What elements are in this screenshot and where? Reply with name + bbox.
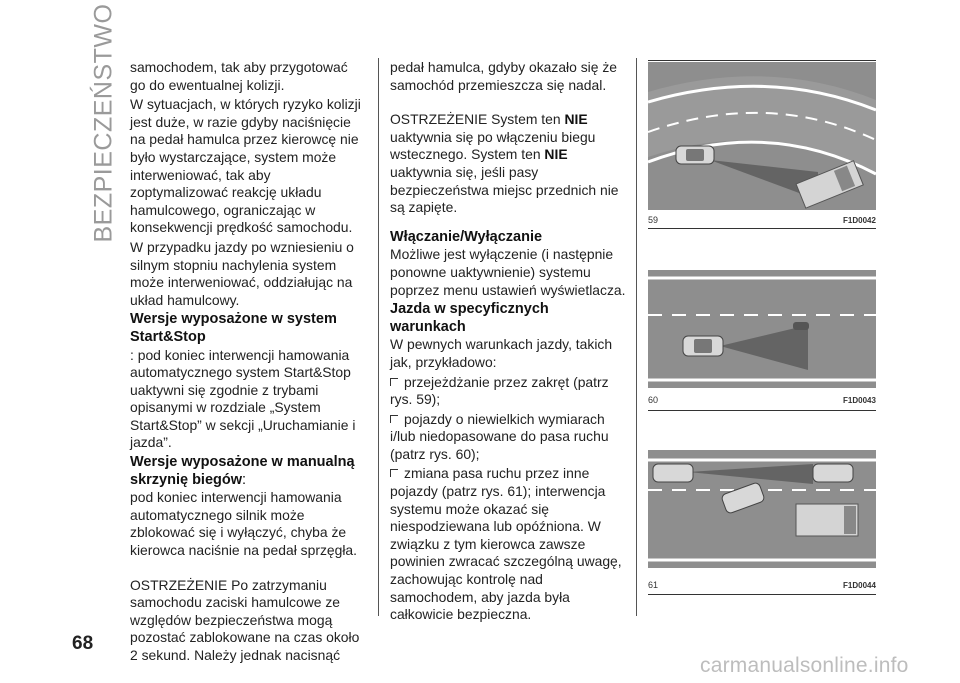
figure-code: F1D0042 <box>843 216 876 225</box>
list-item: przejeżdżanie przez zakręt (patrz rys. 59); <box>390 374 626 409</box>
column-divider <box>378 58 379 616</box>
list-item: zmiana pasa ruchu przez inne pojazdy (patrz rys. 61); interwencja systemu może okazać się niespodziewana lub opóźniona. W związku z tym kierowca zawsze powinien zwracać szczególną uwagę, zachowując kontrolę nad samochodem, aby jazda była całkowicie bezpieczna. <box>390 465 626 623</box>
paragraph: W pewnych warunkach jazdy, takich jak, przykładowo: <box>390 336 613 370</box>
warning-paragraph: OSTRZEŻENIE Po zatrzymaniu samochodu zaciski hamulcowe ze względów bezpieczeństwa mogą pozostać zablokowane na czas około 2 sekund. Należy jednak nacisnąć <box>130 576 360 663</box>
paragraph: pedał hamulca, gdyby okazało się że samochód przemieszcza się nadal. <box>390 59 618 93</box>
figure-code: F1D0044 <box>843 581 876 590</box>
paragraph: W przypadku jazdy po wzniesieniu o silnym stopniu nachylenia system może interweniować, oddziałując na układ hamulcowy. <box>130 238 354 308</box>
text-column-middle <box>390 59 626 626</box>
paragraph: samochodem, tak aby przygotować go do ewentualnej kolizji. <box>130 59 348 93</box>
page-number: 68 <box>72 633 94 654</box>
footer-watermark: carmanualsonline.info <box>700 654 909 677</box>
paragraph: W sytuacjach, w których ryzyko kolizji jest duże, w razie gdyby naciśnięcie na pedał hamulca przez kierowcę nie było wystarczające, system może interweniować, tak aby zoptymalizować reakcję układu hamulcowego, ograniczając w konsekwencji prędkość samochodu. <box>130 96 361 236</box>
heading-start-stop: Wersje wyposażone w system Start&Stop <box>130 311 337 345</box>
figure-number: 59 <box>648 215 659 225</box>
figure-rule <box>648 60 876 61</box>
figure-60-lane-illustration <box>648 270 876 388</box>
list-item: pojazdy o niewielkich wymiarach i/lub niedopasowane do pasa ruchu (patrz rys. 60); <box>390 411 626 464</box>
heading-enable-disable: Włączanie/Wyłączanie <box>390 228 543 245</box>
column-divider <box>636 58 637 616</box>
figure-61-lane-change-illustration <box>648 450 876 568</box>
warning-paragraph: OSTRZEŻENIE System ten NIE uaktywnia się po włączeniu biegu wstecznego. System ten NIE uaktywnia się, jeśli pasy bezpieczeństwa miejsc przednich nie są zapięte. <box>390 111 619 216</box>
paragraph: pod koniec interwencji hamowania automatycznego silnik może zblokować się i wyłączyć, chyba że kierowca naciśnie na pedał sprzęgła. <box>130 489 358 559</box>
figure-number: 60 <box>648 395 659 405</box>
text-column-left <box>130 59 366 667</box>
paragraph: Możliwe jest wyłączenie (i następnie ponowne uaktywnienie) systemu poprzez menu ustawień wyświetlacza. <box>390 246 626 298</box>
figure-code: F1D0043 <box>843 396 876 405</box>
figure-number: 61 <box>648 580 659 590</box>
figure-rule <box>648 594 876 595</box>
heading-specific-conditions: Jazda w specyficznych warunkach <box>390 301 549 335</box>
paragraph: : pod koniec interwencji hamowania automatycznego system Start&Stop uaktywni się zgodnie z trybami opisanymi w rozdziale „System Start&Stop” w sekcji „Uruchamianie i jazda”. <box>130 346 356 451</box>
figure-rule <box>648 228 876 229</box>
side-section-title: BEZPIECZEŃSTWO <box>89 3 118 243</box>
figure-rule <box>648 410 876 411</box>
heading-manual-gearbox: Wersje wyposażone w manualną skrzynię biegów: <box>130 454 355 488</box>
figure-59-curve-illustration <box>648 62 876 210</box>
